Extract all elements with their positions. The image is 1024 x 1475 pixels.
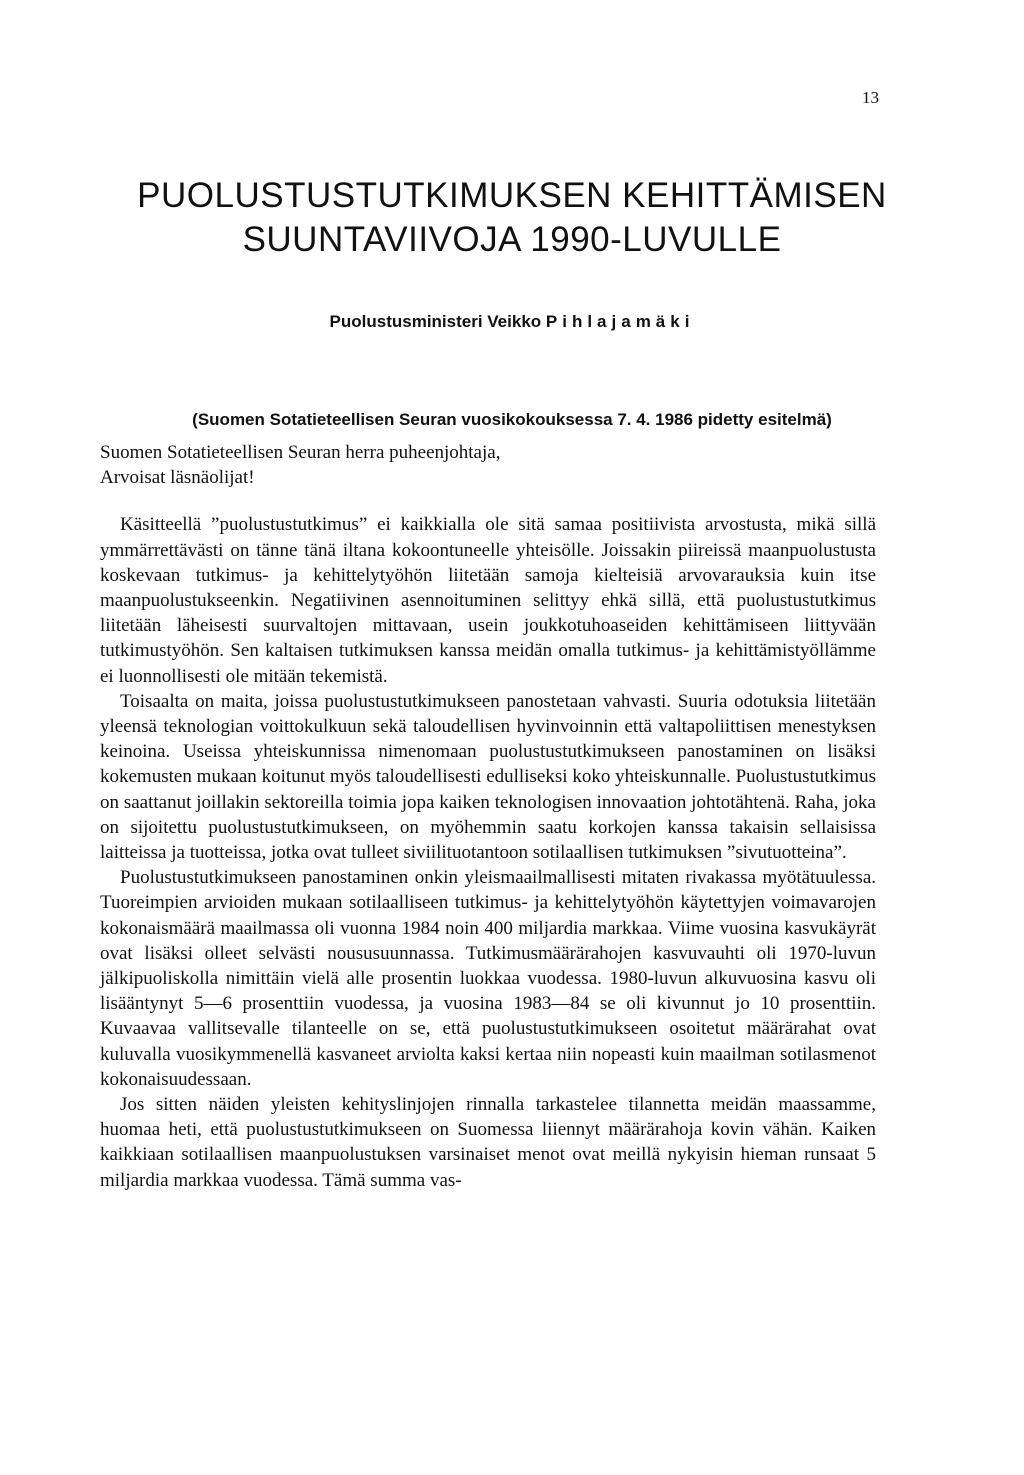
- author-surname: Pihlajamäki: [545, 312, 695, 331]
- paragraph-2: Toisaalta on maita, joissa puolustustutkimukseen panostetaan vahvasti. Suuria odotuksia liitetään yleensä teknologian voittokulkuun sekä taloudellisen hyvinvoinnin että valtapoliittisen menestyksen keinoina. Useissa yhteiskunnissa nimenomaan puolustustutkimukseen panostaminen on lisäksi kokemusten mukaan koitunut myös taloudellisesti edulliseksi koko yhteiskunnalle. Puolustustutkimus on saattanut joillakin sektoreilla toimia jopa kaiken teknologisen innovaation johtotähtenä. Raha, joka on sijoitettu puolustustutkimukseen, on myöhemmin saatu korkojen kanssa takaisin sellaisissa laitteissa ja tuotteissa, jotka ovat tulleet siviilituotantoon sotilaallisen tutkimuksen ”sivutuotteina”.: [100, 690, 876, 864]
- body-text: [100, 440, 876, 1193]
- article-title-line-1: PUOLUSTUSTUTKIMUKSEN KEHITTÄMISEN: [137, 176, 887, 215]
- greeting-line-2: Arvoisat läsnäolijat!: [100, 467, 255, 489]
- author-role: Puolustusministeri Veikko: [329, 312, 542, 331]
- paragraph-4: Jos sitten näiden yleisten kehityslinjojen rinnalla tarkastelee tilannetta meidän maassamme, huomaa heti, että puolustustutkimukseen on Suomessa liiennyt määrärahoja kovin vähän. Kaiken kaikkiaan sotilaallisen maanpuolustuksen varsinaiset menot ovat meillä nykyisin hieman runsaat 5 miljardia markkaa vuodessa. Tämä summa vas-: [100, 1094, 876, 1191]
- paragraph-3: Puolustustutkimukseen panostaminen onkin yleismaailmallisesti mitaten rivakassa myötätuulessa. Tuoreimpien arvioiden mukaan sotilaalliseen tutkimus- ja kehittelytyöhön käytettyjen voimavarojen kokonaismäärä maailmassa oli vuonna 1984 noin 400 miljardia markkaa. Viime vuosina kasvukäyrät ovat lisäksi olleet selvästi noususuunnassa. Tutkimusmäärärahojen kasvuvauhti oli 1970-luvun jälkipuoliskolla nimittäin vielä alle prosentin luokkaa vuodessa. 1980-luvun alkuvuosina kasvu oli lisääntynyt 5—6 prosenttiin vuodessa, ja vuosina 1983—84 se oli kivunnut jo 10 prosenttiin. Kuvaavaa vallitsevalle tilanteelle on se, että puolustustutkimukseen osoitetut määrärahat ovat kuluvalla vuosikymmenellä kasvaneet arviolta kaksi kertaa niin nopeasti kuin maailman sotilasmenot kokonaisuudessaan.: [100, 867, 876, 1090]
- page-number: 13: [862, 88, 879, 107]
- article-title-line-2: SUUNTAVIIVOJA 1990-LUVULLE: [242, 220, 782, 259]
- greeting: [100, 440, 876, 490]
- occasion-note: (Suomen Sotatieteellisen Seuran vuosikokouksessa 7. 4. 1986 pidetty esitelmä): [192, 410, 832, 429]
- article-title: [0, 174, 1024, 262]
- author-line: [0, 312, 1024, 332]
- greeting-line-1: Suomen Sotatieteellisen Seuran herra puheenjohtaja,: [100, 442, 501, 463]
- paragraph-1: Käsitteellä ”puolustustutkimus” ei kaikkialla ole sitä samaa positiivista arvostusta, mikä sillä ymmärrettävästi on tänne tänä iltana kokoontuneelle yhteisölle. Joissakin piireissä maanpuolustusta koskevaan tutkimus- ja kehittelytyöhön liitetään samoja kielteisiä arvovarauksia kuin itse maanpuolustukseenkin. Negatiivinen asennoituminen selittyy ehkä sillä, että puolustustutkimus liitetään läheisesti suurvaltojen mittavaan, usein joukkotuhoaseiden kehittämiseen liittyvään tutkimustyöhön. Sen kaltaisen tutkimuksen kanssa meidän omalla tutkimus- ja kehittämistyöllämme ei luonnollisesti ole mitään tekemistä.: [100, 514, 876, 687]
